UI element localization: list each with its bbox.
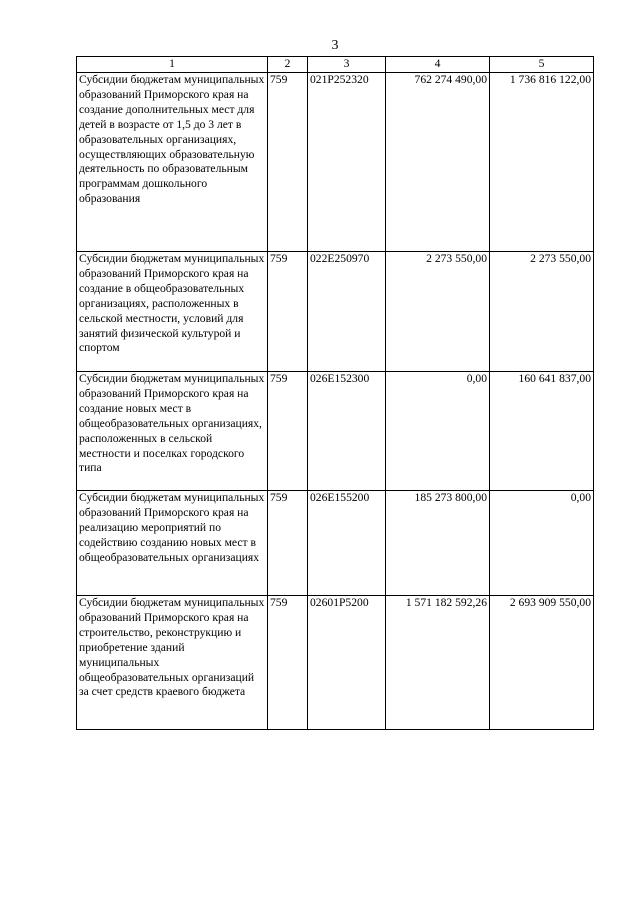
amount-column-5: 0,00 bbox=[490, 491, 594, 596]
column-header-1: 1 bbox=[77, 57, 268, 73]
admin-code: 759 bbox=[268, 73, 308, 252]
amount-column-5: 160 641 837,00 bbox=[490, 372, 594, 491]
subsidy-name: Субсидии бюджетам муниципальных образований Приморского края на реализацию мероприятий по содействию созданию новых мест в общеобразовательных организациях bbox=[77, 491, 268, 596]
column-header-2: 2 bbox=[268, 57, 308, 73]
amount-column-5: 1 736 816 122,00 bbox=[490, 73, 594, 252]
amount-column-4: 185 273 800,00 bbox=[386, 491, 490, 596]
column-header-5: 5 bbox=[490, 57, 594, 73]
column-header-4: 4 bbox=[386, 57, 490, 73]
table-row bbox=[77, 372, 594, 491]
admin-code: 759 bbox=[268, 372, 308, 491]
table-row bbox=[77, 73, 594, 252]
admin-code: 759 bbox=[268, 491, 308, 596]
subsidy-name: Субсидии бюджетам муниципальных образований Приморского края на создание новых мест в общеобразовательных организациях, расположенных в сельской местности и поселках городского типа bbox=[77, 372, 268, 491]
header-row bbox=[77, 57, 594, 73]
budget-classification-code: 026E155200 bbox=[308, 491, 386, 596]
budget-classification-code: 02601P5200 bbox=[308, 596, 386, 730]
column-header-3: 3 bbox=[308, 57, 386, 73]
table-row bbox=[77, 491, 594, 596]
subsidy-name: Субсидии бюджетам муниципальных образований Приморского края на создание дополнительных мест для детей в возрасте от 1,5 до 3 лет в образовательных организациях, осуществляющих образовательную деятельность по образовательным программам дошкольного образования bbox=[77, 73, 268, 252]
amount-column-4: 1 571 182 592,26 bbox=[386, 596, 490, 730]
table-row bbox=[77, 596, 594, 730]
admin-code: 759 bbox=[268, 596, 308, 730]
table-row bbox=[77, 252, 594, 372]
budget-classification-code: 026E152300 bbox=[308, 372, 386, 491]
amount-column-5: 2 273 550,00 bbox=[490, 252, 594, 372]
budget-classification-code: 021P252320 bbox=[308, 73, 386, 252]
budget-classification-code: 022E250970 bbox=[308, 252, 386, 372]
admin-code: 759 bbox=[268, 252, 308, 372]
page-number: 3 bbox=[331, 38, 339, 53]
amount-column-5: 2 693 909 550,00 bbox=[490, 596, 594, 730]
subsidy-name: Субсидии бюджетам муниципальных образований Приморского края на строительство, реконструкцию и приобретение зданий муниципальных общеобразовательных организаций за счет средств краевого бюджета bbox=[77, 596, 268, 730]
subsidy-name: Субсидии бюджетам муниципальных образований Приморского края на создание в общеобразовательных организациях, расположенных в сельской местности, условий для занятий физической культурой и спортом bbox=[77, 252, 268, 372]
amount-column-4: 762 274 490,00 bbox=[386, 73, 490, 252]
amount-column-4: 0,00 bbox=[386, 372, 490, 491]
budget-table bbox=[76, 56, 594, 730]
amount-column-4: 2 273 550,00 bbox=[386, 252, 490, 372]
